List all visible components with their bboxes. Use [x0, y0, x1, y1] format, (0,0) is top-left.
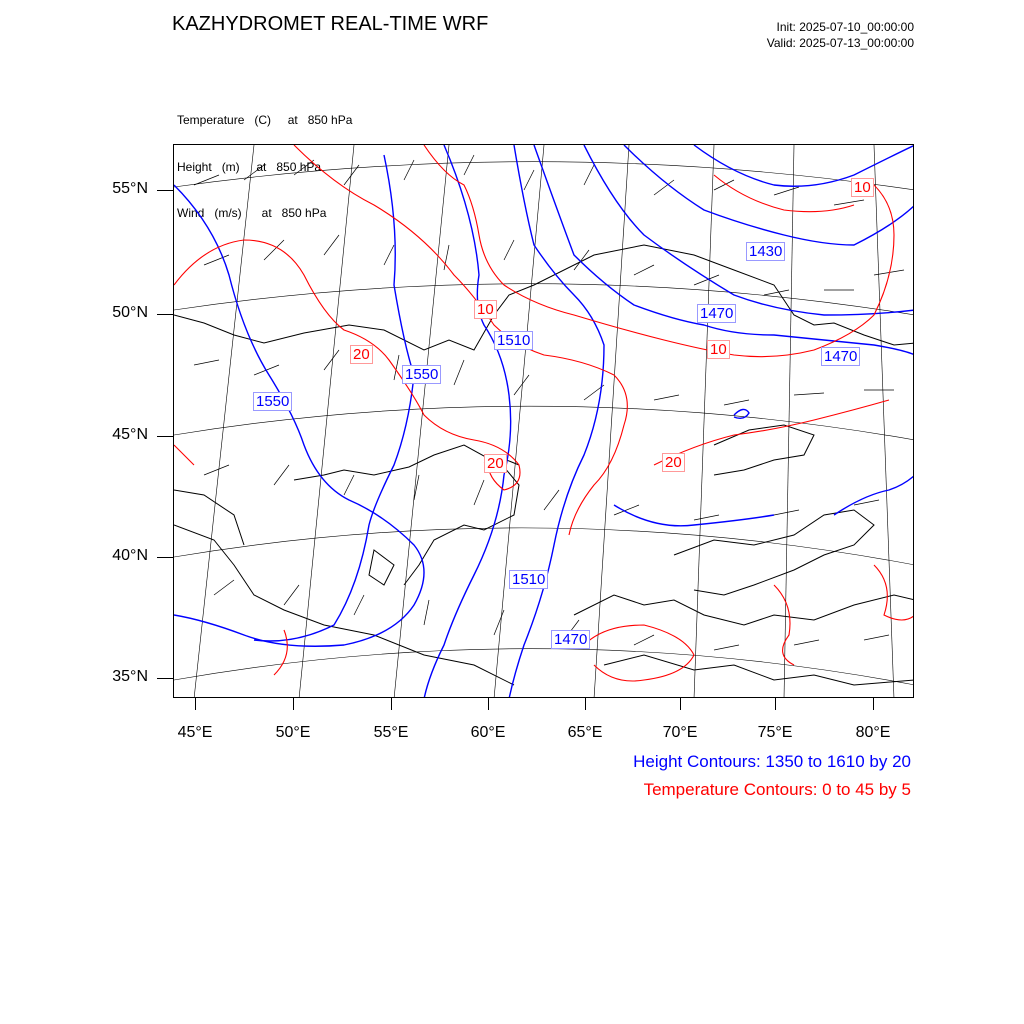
height-label: 1470	[821, 347, 860, 366]
lon-tick	[775, 698, 776, 710]
lon-tick	[585, 698, 586, 710]
lat-tick	[157, 436, 173, 437]
lon-label: 70°E	[662, 724, 698, 741]
map-title: KAZHYDROMET REAL-TIME WRF	[172, 13, 489, 35]
lat-label: 50°N	[112, 304, 148, 321]
height-label: 1430	[746, 242, 785, 261]
lon-tick	[873, 698, 874, 710]
lon-tick	[488, 698, 489, 710]
lon-label: 80°E	[855, 724, 891, 741]
field-wind: Wind (m/s) at 850 hPa	[177, 206, 327, 220]
lon-label: 55°E	[373, 724, 409, 741]
temperature-label: 10	[474, 300, 497, 319]
lat-tick	[157, 314, 173, 315]
lon-tick	[391, 698, 392, 710]
init-time: Init: 2025-07-10_00:00:00	[776, 20, 914, 34]
height-label: 1470	[697, 304, 736, 323]
field-height: Height (m) at 850 hPa	[177, 159, 322, 174]
height-legend: Height Contours: 1350 to 1610 by 20	[633, 752, 911, 771]
lon-label: 60°E	[470, 724, 506, 741]
height-label: 1510	[509, 570, 548, 589]
temperature-label: 10	[851, 178, 874, 197]
lat-label: 40°N	[112, 547, 148, 564]
lon-label: 45°E	[177, 724, 213, 741]
height-label: 1550	[253, 392, 292, 411]
lon-label: 50°E	[275, 724, 311, 741]
temperature-label: 20	[662, 453, 685, 472]
coastlines	[174, 245, 914, 685]
field-temperature: Temperature (C) at 850 hPa	[177, 113, 353, 127]
lat-label: 45°N	[112, 426, 148, 443]
height-contours	[174, 145, 914, 698]
height-label: 1510	[494, 331, 533, 350]
height-label: 1550	[402, 365, 441, 384]
temperature-label: 10	[707, 340, 730, 359]
graticule	[174, 145, 914, 698]
time-stamp	[767, 19, 914, 51]
lon-tick	[293, 698, 294, 710]
lon-label: 65°E	[567, 724, 603, 741]
lon-label: 75°E	[757, 724, 793, 741]
temperature-label: 20	[484, 454, 507, 473]
lat-label: 35°N	[112, 668, 148, 685]
map-canvas	[174, 145, 914, 698]
lat-tick	[157, 678, 173, 679]
lat-label: 55°N	[112, 180, 148, 197]
lon-tick	[195, 698, 196, 710]
lat-tick	[157, 557, 173, 558]
map-panel	[173, 144, 914, 698]
lat-tick	[157, 190, 173, 191]
temperature-label: 20	[350, 345, 373, 364]
temperature-contours	[174, 145, 914, 681]
wind-barbs	[194, 155, 904, 650]
temperature-legend: Temperature Contours: 0 to 45 by 5	[643, 780, 911, 799]
lon-tick	[680, 698, 681, 710]
height-label: 1470	[551, 630, 590, 649]
valid-time: Valid: 2025-07-13_00:00:00	[766, 36, 914, 50]
